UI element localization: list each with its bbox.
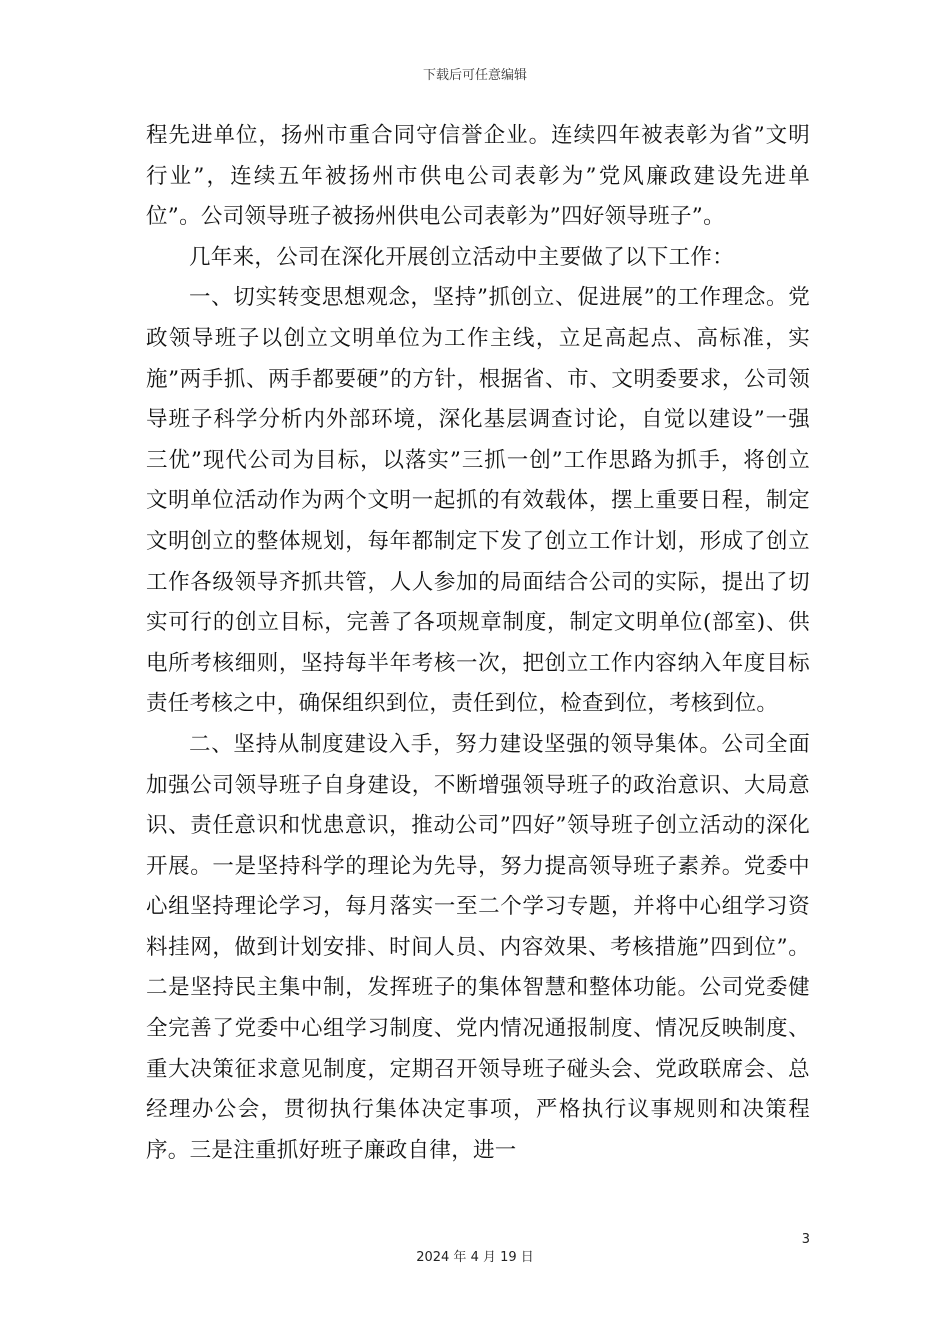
paragraph-section-two: 二、坚持从制度建设入手，努力建设坚强的领导集体。公司全面加强公司领导班子自身建设，不断增强领导班子的政治意识、大局意识、责任意识和忧患意识，推动公司”四好”领导班子创立活动的深化开展。一是坚持科学的理论为先导，努力提高领导班子素养。党委中心组坚持理论学习，每月落实一至二个学习专题，并将中心组学习资料挂网，做到计划安排、时间人员、内容效果、考核措施”四到位”。二是坚持民主集中制，发挥班子的集体智慧和整体功能。公司党委健全完善了党委中心组学习制度、党内情况通报制度、情况反映制度、重大决策征求意见制度，定期召开领导班子碰头会、党政联席会、总经理办公会，贯彻执行集体决定事项，严格执行议事规则和决策程序。三是注重抓好班子廉政自律，进一	[146, 731, 810, 1163]
paragraph-continuation: 程先进单位，扬州市重合同守信誉企业。连续四年被表彰为省”文明行业”，连续五年被扬州市供电公司表彰为”党风廉政建设先进单位”。公司领导班子被扬州供电公司表彰为”四好领导班子”。	[146, 123, 810, 230]
paragraph-section-one: 一、切实转变思想观念，坚持”抓创立、促进展”的工作理念。党政领导班子以创立文明单位为工作主线，立足高起点、高标准，实施”两手抓、两手都要硬”的方针，根据省、市、文明委要求，公司领导班子科学分析内外部环境，深化基层调查讨论，自觉以建设”一强三优”现代公司为目标，以落实”三抓一创”工作思路为抓手，将创立文明单位活动作为两个文明一起抓的有效载体，摆上重要日程，制定文明创立的整体规划，每年都制定下发了创立工作计划，形成了创立工作各级领导齐抓共管，人人参加的局面结合公司的实际，提出了切实可行的创立目标，完善了各项规章制度，制定文明单位(部室)、供电所考核细则，坚持每半年考核一次，把创立工作内容纳入年度目标责任考核之中，确保组织到位，责任到位，检查到位，考核到位。	[146, 285, 810, 717]
page-header: 下载后可任意编辑	[422, 68, 527, 83]
document-body	[146, 116, 810, 1171]
page-number: 3	[801, 1232, 810, 1247]
page-footer-date: 2024 年 4 月 19 日	[416, 1250, 534, 1265]
paragraph-intro: 几年来，公司在深化开展创立活动中主要做了以下工作：	[189, 244, 735, 270]
